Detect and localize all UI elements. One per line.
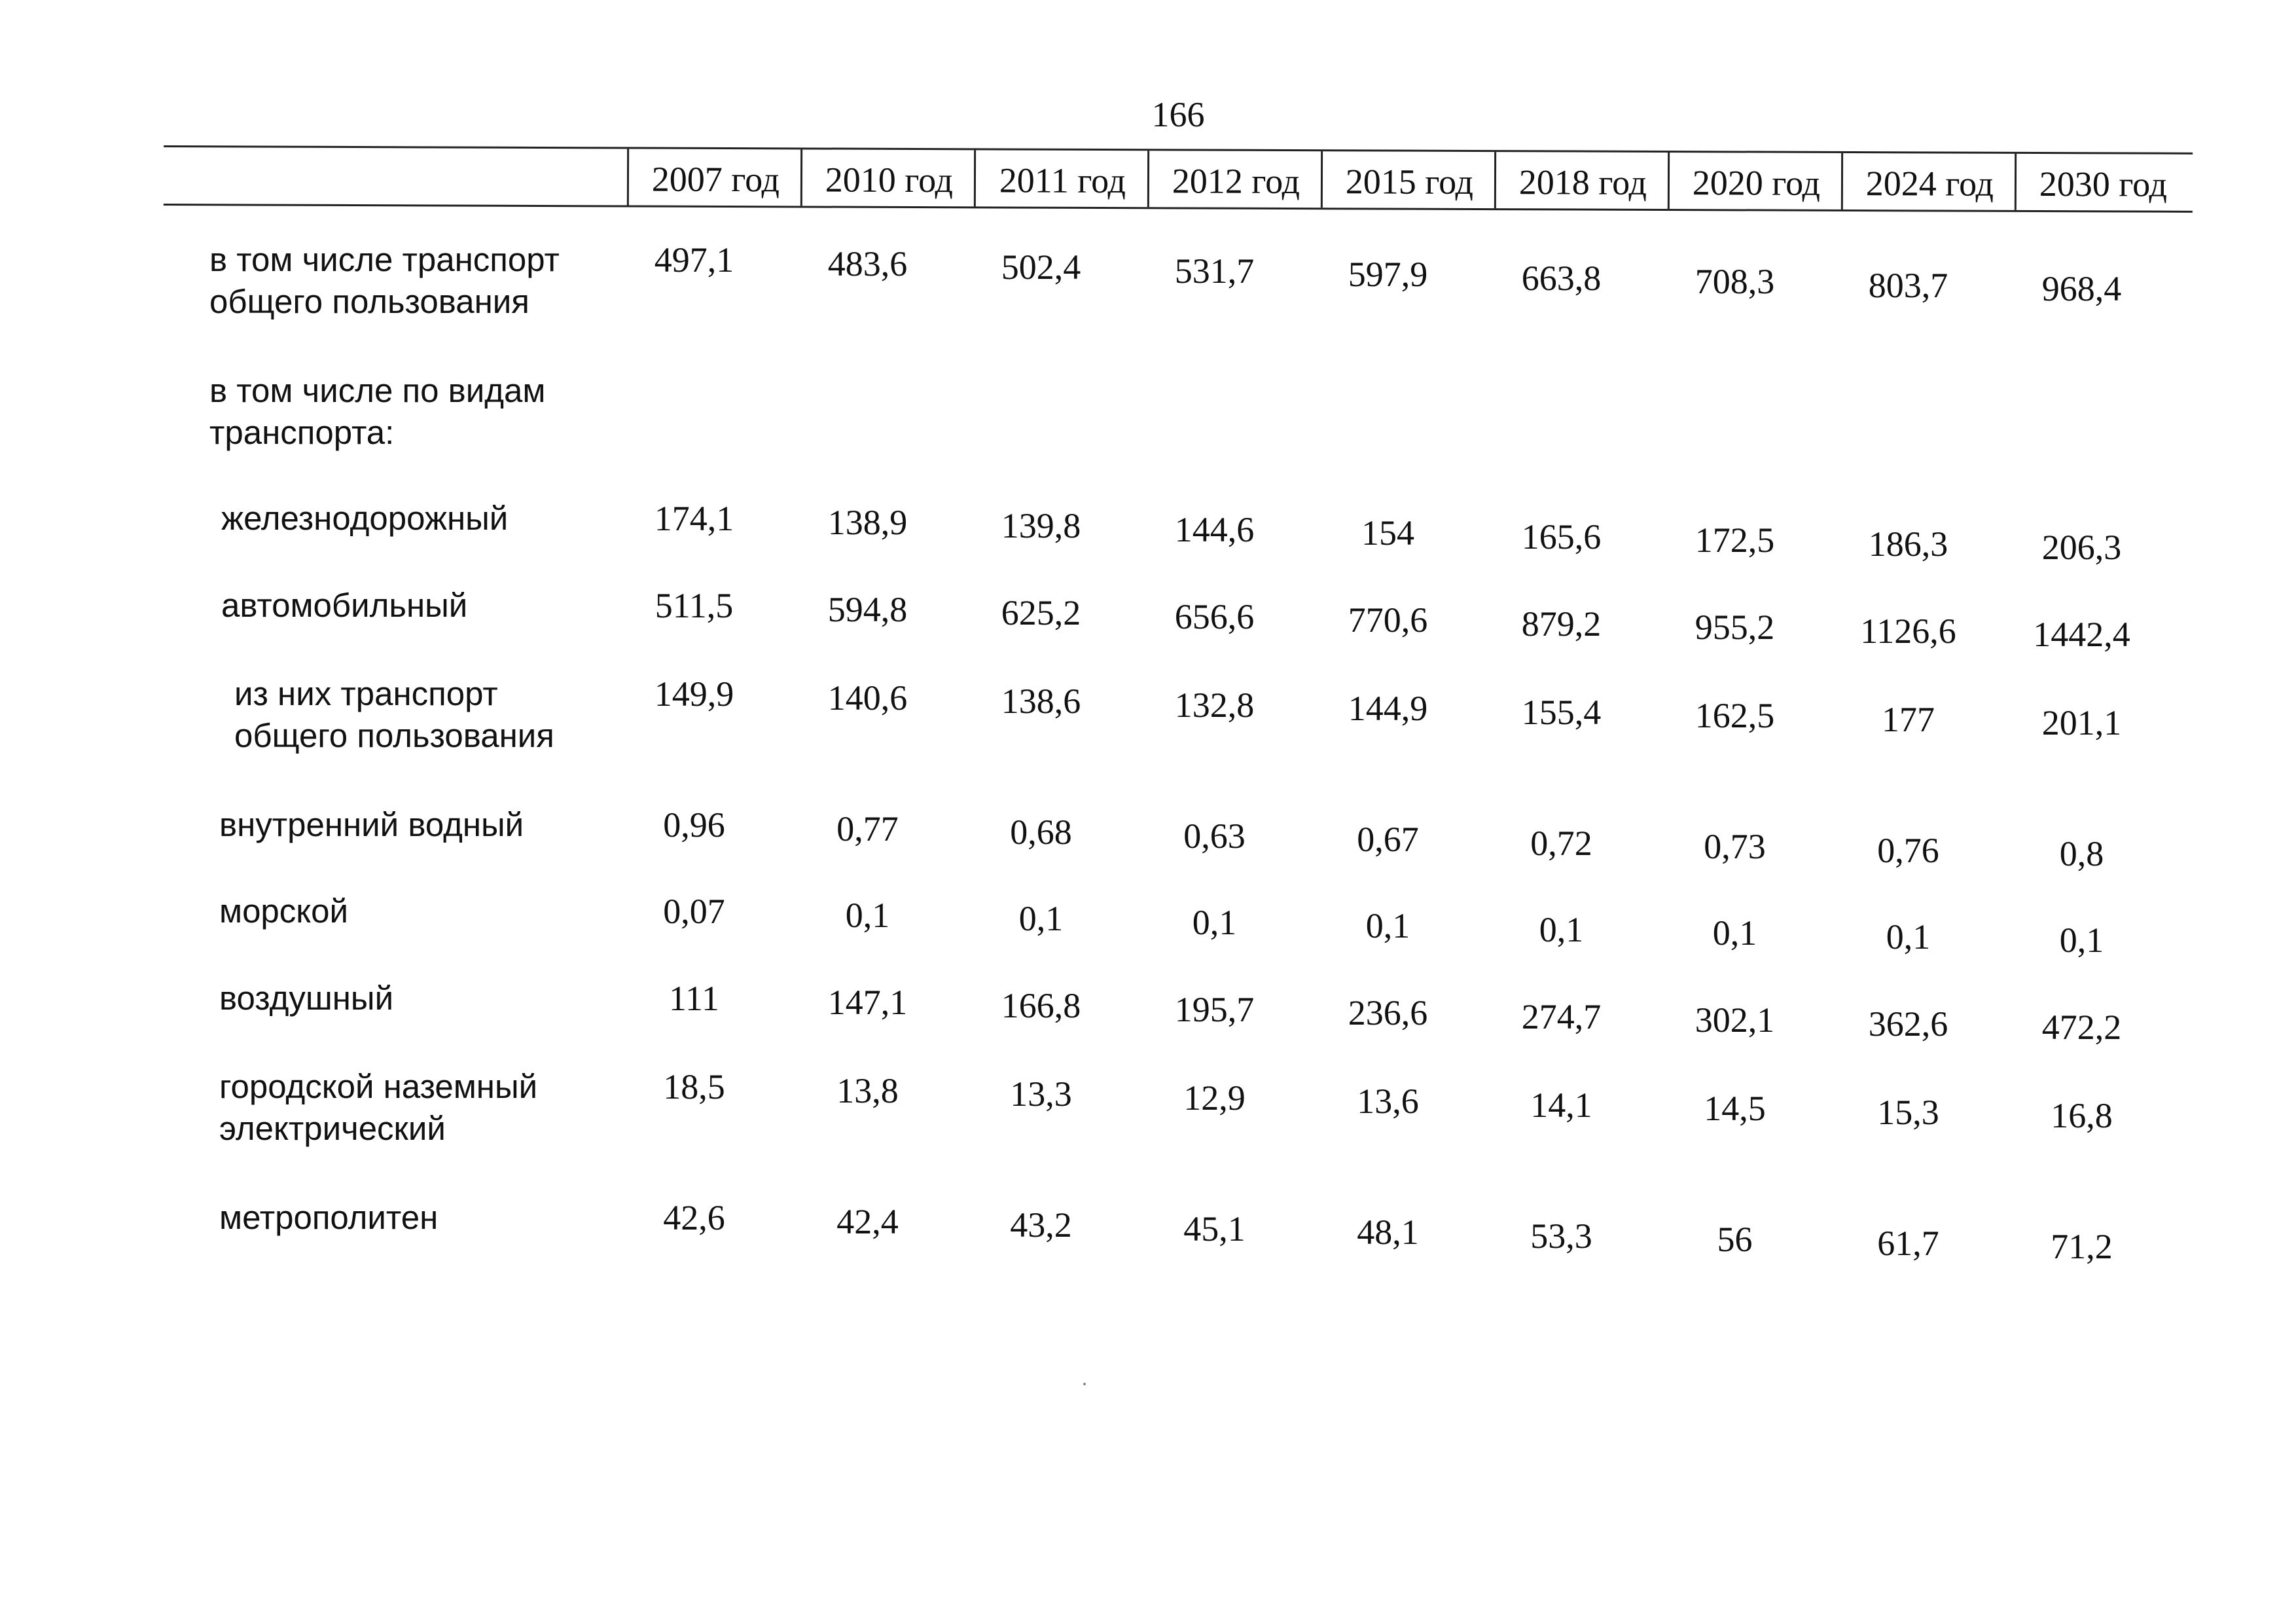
table-cell: 302,1: [1695, 1000, 1775, 1040]
row-label: [234, 673, 554, 757]
table-cell: 0,07: [663, 892, 725, 931]
table-cell: 186,3: [1868, 524, 1948, 564]
table-cell: 13,8: [836, 1070, 899, 1110]
table-cell: 154: [1361, 513, 1414, 553]
column-header: 2024 год: [1841, 153, 2017, 210]
column-header: 2011 год: [974, 150, 1149, 207]
table-cell: 162,5: [1695, 696, 1775, 735]
table-cell: 656,6: [1174, 596, 1255, 636]
table-cell: 0,72: [1530, 823, 1592, 863]
table-cell: 708,3: [1695, 262, 1775, 301]
row-label-line: в том числе транспорт: [209, 241, 560, 278]
table-cell: 0,1: [1365, 906, 1410, 945]
table-cell: 362,6: [1868, 1004, 1948, 1044]
row-label-line: метрополитен: [219, 1199, 439, 1236]
table-cell: 18,5: [663, 1067, 725, 1106]
table-cell: 1126,6: [1860, 611, 1956, 651]
scan-artifact: [1083, 1383, 1086, 1385]
row-label-line: городской наземный: [219, 1068, 538, 1105]
table-cell: 16,8: [2051, 1096, 2113, 1135]
table-cell: 42,4: [836, 1201, 899, 1241]
column-header: 2018 год: [1494, 152, 1670, 209]
table-cell: 0,73: [1704, 827, 1766, 866]
table-cell: 206,3: [2041, 528, 2122, 567]
table-cell: 1442,4: [2033, 615, 2130, 654]
table-cell: 879,2: [1521, 604, 1602, 644]
table-cell: 53,3: [1530, 1216, 1592, 1256]
row-label: [219, 1066, 537, 1150]
table-cell: 511,5: [655, 586, 734, 625]
row-label-line: общего пользования: [209, 283, 529, 320]
table-cell: 13,6: [1357, 1082, 1419, 1121]
table-cell: 56: [1717, 1220, 1753, 1259]
table-cell: 0,1: [2059, 921, 2104, 960]
table-cell: 497,1: [654, 240, 734, 280]
table-cell: 177: [1882, 699, 1935, 739]
row-label-line: транспорта:: [209, 414, 395, 451]
table-cell: 0,67: [1357, 820, 1419, 859]
table-cell: 0,63: [1183, 816, 1246, 856]
table-cell: 172,5: [1695, 520, 1775, 560]
table-cell: 0,1: [1018, 899, 1064, 938]
table-cell: 803,7: [1868, 265, 1948, 305]
row-label-line: внутренний водный: [219, 806, 524, 843]
table-cell: 139,8: [1001, 506, 1081, 545]
table-cell: 45,1: [1183, 1209, 1246, 1249]
table-header: [164, 145, 2193, 213]
table-cell: 138,6: [1001, 682, 1081, 721]
column-header: 2020 год: [1668, 153, 1843, 210]
column-header: 2010 год: [800, 149, 976, 206]
table-cell: 472,2: [2041, 1008, 2122, 1047]
table-cell: 968,4: [2041, 269, 2122, 308]
table-cell: 174,1: [654, 499, 734, 538]
table-cell: 165,6: [1521, 517, 1602, 556]
table-cell: 147,1: [827, 982, 908, 1022]
row-label-line: автомобильный: [221, 587, 468, 624]
table-cell: 0,68: [1010, 812, 1072, 852]
table-cell: 502,4: [1001, 247, 1081, 287]
table-cell: 166,8: [1001, 986, 1081, 1025]
row-label-line: из них транспорт: [234, 675, 498, 712]
table-cell: 14,5: [1704, 1089, 1766, 1128]
table-cell: 625,2: [1001, 593, 1081, 632]
table-cell: 42,6: [663, 1198, 725, 1237]
table-cell: 0,1: [1192, 902, 1237, 942]
row-label: [219, 1197, 438, 1239]
table-cell: 71,2: [2051, 1227, 2113, 1266]
table-cell: 274,7: [1521, 996, 1602, 1036]
table-cell: 140,6: [827, 678, 908, 718]
table-cell: 483,6: [827, 244, 908, 283]
row-label-line: морской: [219, 892, 349, 930]
table-cell: 155,4: [1521, 692, 1602, 732]
table-cell: 0,1: [1886, 917, 1931, 957]
table-cell: 594,8: [827, 589, 908, 629]
row-label-line: в том числе по видам: [209, 372, 546, 409]
row-label: [219, 804, 524, 846]
table-cell: 48,1: [1357, 1213, 1419, 1252]
row-label: [221, 585, 467, 627]
column-header: 2030 год: [2015, 154, 2190, 211]
table-cell: 132,8: [1174, 685, 1255, 725]
table-cell: 0,1: [845, 895, 890, 935]
table-cell: 663,8: [1521, 258, 1602, 298]
row-label-line: железнодорожный: [221, 500, 509, 537]
table-cell: 138,9: [827, 502, 908, 542]
column-header: 2015 год: [1321, 151, 1496, 208]
table-cell: 13,3: [1010, 1074, 1072, 1114]
table-cell: 770,6: [1348, 600, 1428, 640]
table-cell: 0,96: [663, 805, 725, 845]
row-label: [219, 977, 393, 1019]
table-cell: 0,8: [2059, 834, 2104, 873]
table-cell: 14,1: [1530, 1085, 1592, 1125]
row-label-line: электрический: [219, 1110, 446, 1147]
table-cell: 531,7: [1174, 251, 1255, 291]
table-cell: 12,9: [1183, 1078, 1246, 1118]
table-cell: 0,1: [1539, 909, 1584, 949]
table-cell: 61,7: [1877, 1223, 1939, 1263]
table-cell: 0,76: [1877, 830, 1939, 870]
table-cell: 111: [669, 979, 719, 1018]
table-cell: 43,2: [1010, 1205, 1072, 1245]
table-cell: 144,6: [1174, 509, 1255, 549]
row-label: [209, 370, 545, 454]
table-cell: 597,9: [1348, 255, 1428, 294]
table-cell: 0,1: [1712, 913, 1757, 953]
row-label-line: общего пользования: [234, 717, 554, 754]
table-cell: 201,1: [2041, 703, 2122, 742]
page-number: 166: [1151, 95, 1205, 134]
column-header: 2012 год: [1147, 151, 1323, 208]
table-cell: 15,3: [1877, 1092, 1939, 1132]
row-label: [219, 890, 348, 932]
column-header: 2007 год: [627, 149, 802, 206]
table-cell: 0,77: [836, 809, 899, 848]
table-cell: 195,7: [1174, 989, 1255, 1029]
row-label: [221, 498, 508, 539]
row-label: [209, 239, 560, 323]
table-cell: 236,6: [1348, 993, 1428, 1032]
table-cell: 149,9: [654, 674, 734, 714]
table-cell: 144,9: [1348, 689, 1428, 728]
row-label-line: воздушный: [219, 979, 394, 1017]
table-cell: 955,2: [1695, 608, 1775, 647]
